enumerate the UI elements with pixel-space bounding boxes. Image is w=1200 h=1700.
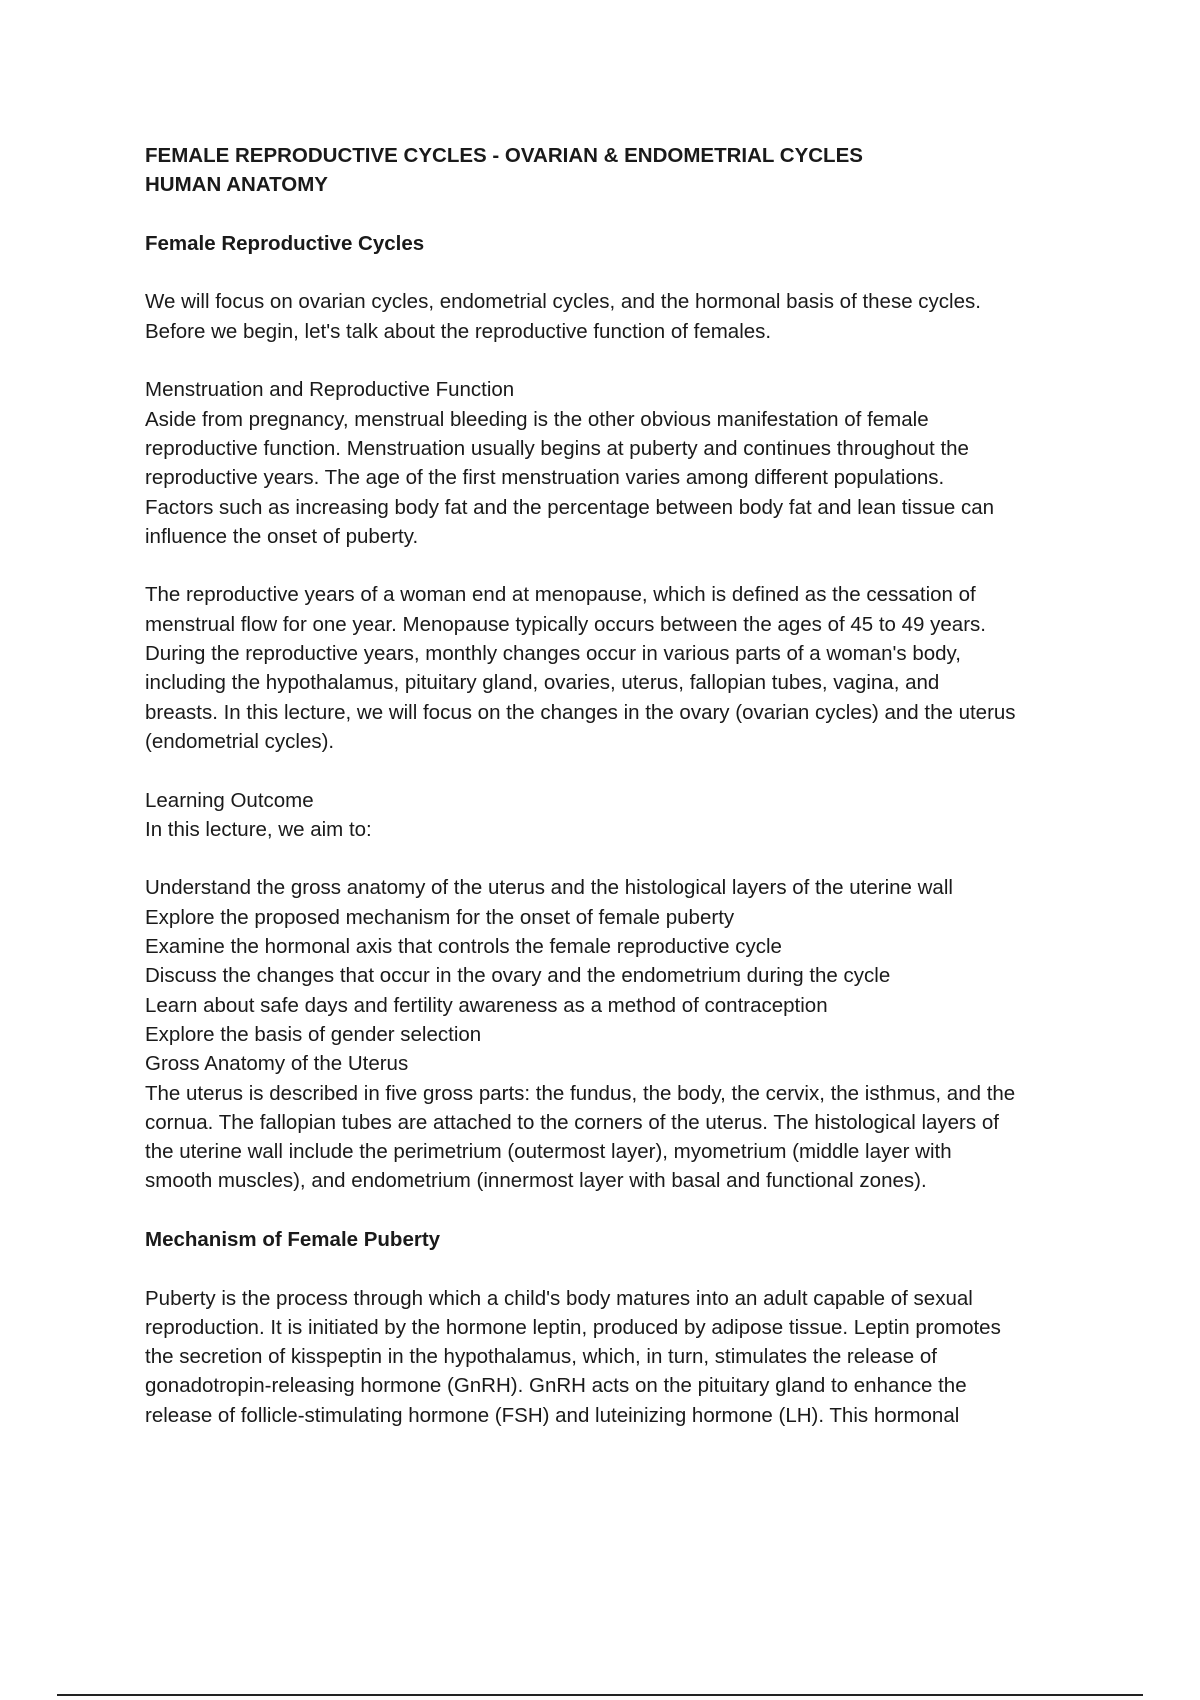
paragraph-line: smooth muscles), and endometrium (innermost layer with basal and functional zones). <box>145 1169 927 1193</box>
document-page <box>145 141 1105 1430</box>
spacer <box>145 1196 1105 1225</box>
paragraph-line: Aside from pregnancy, menstrual bleeding is the other obvious manifestation of female <box>145 407 929 431</box>
paragraph-line: The uterus is described in five gross parts: the fundus, the body, the cervix, the isthmus, and the <box>145 1081 1016 1105</box>
document-title <box>145 141 1105 200</box>
intro-paragraph <box>145 287 1105 346</box>
heading-learning-outcome: Learning Outcome <box>145 788 314 812</box>
paragraph-line: We will focus on ovarian cycles, endometrial cycles, and the hormonal basis of these cycles. <box>145 290 981 314</box>
spacer <box>145 756 1105 785</box>
list-item: Discuss the changes that occur in the ovary and the endometrium during the cycle <box>145 964 891 988</box>
paragraph-line: including the hypothalamus, pituitary gland, ovaries, uterus, fallopian tubes, vagina, and <box>145 671 940 695</box>
spacer <box>145 1254 1105 1283</box>
menstruation-paragraph-1 <box>145 405 1105 551</box>
heading-gross-anatomy: Gross Anatomy of the Uterus <box>145 1052 409 1076</box>
gross-anatomy-paragraph <box>145 1079 1105 1196</box>
heading-menstruation: Menstruation and Reproductive Function <box>145 378 515 402</box>
paragraph-line: release of follicle-stimulating hormone (FSH) and luteinizing hormone (LH). This hormonal <box>145 1403 960 1427</box>
spacer <box>145 200 1105 229</box>
heading-female-reproductive-cycles: Female Reproductive Cycles <box>145 231 425 255</box>
paragraph-line: The reproductive years of a woman end at menopause, which is defined as the cessation of <box>145 583 976 607</box>
paragraph-line: menstrual flow for one year. Menopause typically occurs between the ages of 45 to 49 years. <box>145 612 986 636</box>
page-bottom-rule <box>57 1694 1143 1696</box>
paragraph-line: reproductive function. Menstruation usually begins at puberty and continues throughout the <box>145 436 969 460</box>
puberty-paragraph <box>145 1284 1105 1430</box>
paragraph-line: breasts. In this lecture, we will focus on the changes in the ovary (ovarian cycles) and the uterus <box>145 700 1016 724</box>
paragraph-line: reproductive years. The age of the first menstruation varies among different populations. <box>145 466 945 490</box>
paragraph-line: the uterine wall include the perimetrium (outermost layer), myometrium (middle layer with <box>145 1140 952 1164</box>
heading-mechanism-of-puberty: Mechanism of Female Puberty <box>145 1227 441 1251</box>
paragraph-line: reproduction. It is initiated by the hormone leptin, produced by adipose tissue. Leptin promotes <box>145 1315 1001 1339</box>
menstruation-paragraph-2 <box>145 580 1105 756</box>
paragraph-line: Before we begin, let's talk about the reproductive function of females. <box>145 319 772 343</box>
list-item: Understand the gross anatomy of the uterus and the histological layers of the uterine wall <box>145 876 953 900</box>
paragraph-line: Factors such as increasing body fat and the percentage between body fat and lean tissue can <box>145 495 995 519</box>
spacer <box>145 844 1105 873</box>
paragraph-line: gonadotropin-releasing hormone (GnRH). GnRH acts on the pituitary gland to enhance the <box>145 1374 967 1398</box>
spacer <box>145 346 1105 375</box>
paragraph-line: (endometrial cycles). <box>145 729 335 753</box>
title-line-2: HUMAN ANATOMY <box>145 173 328 197</box>
paragraph-line: cornua. The fallopian tubes are attached to the corners of the uterus. The histological layers of <box>145 1110 999 1134</box>
list-item: Learn about safe days and fertility awareness as a method of contraception <box>145 993 828 1017</box>
title-line-1: FEMALE REPRODUCTIVE CYCLES - OVARIAN & ENDOMETRIAL CYCLES <box>145 144 863 167</box>
list-item: Examine the hormonal axis that controls the female reproductive cycle <box>145 935 782 959</box>
list-item: Explore the basis of gender selection <box>145 1022 482 1046</box>
learning-outcome-list <box>145 873 1105 1049</box>
paragraph-line: the secretion of kisspeptin in the hypothalamus, which, in turn, stimulates the release of <box>145 1345 937 1369</box>
paragraph-line: Puberty is the process through which a child's body matures into an adult capable of sexual <box>145 1286 973 1310</box>
learning-outcome-intro: In this lecture, we aim to: <box>145 817 372 841</box>
paragraph-line: influence the onset of puberty. <box>145 524 419 548</box>
list-item: Explore the proposed mechanism for the onset of female puberty <box>145 905 735 929</box>
spacer <box>145 258 1105 287</box>
paragraph-line: During the reproductive years, monthly changes occur in various parts of a woman's body, <box>145 642 961 666</box>
spacer <box>145 551 1105 580</box>
